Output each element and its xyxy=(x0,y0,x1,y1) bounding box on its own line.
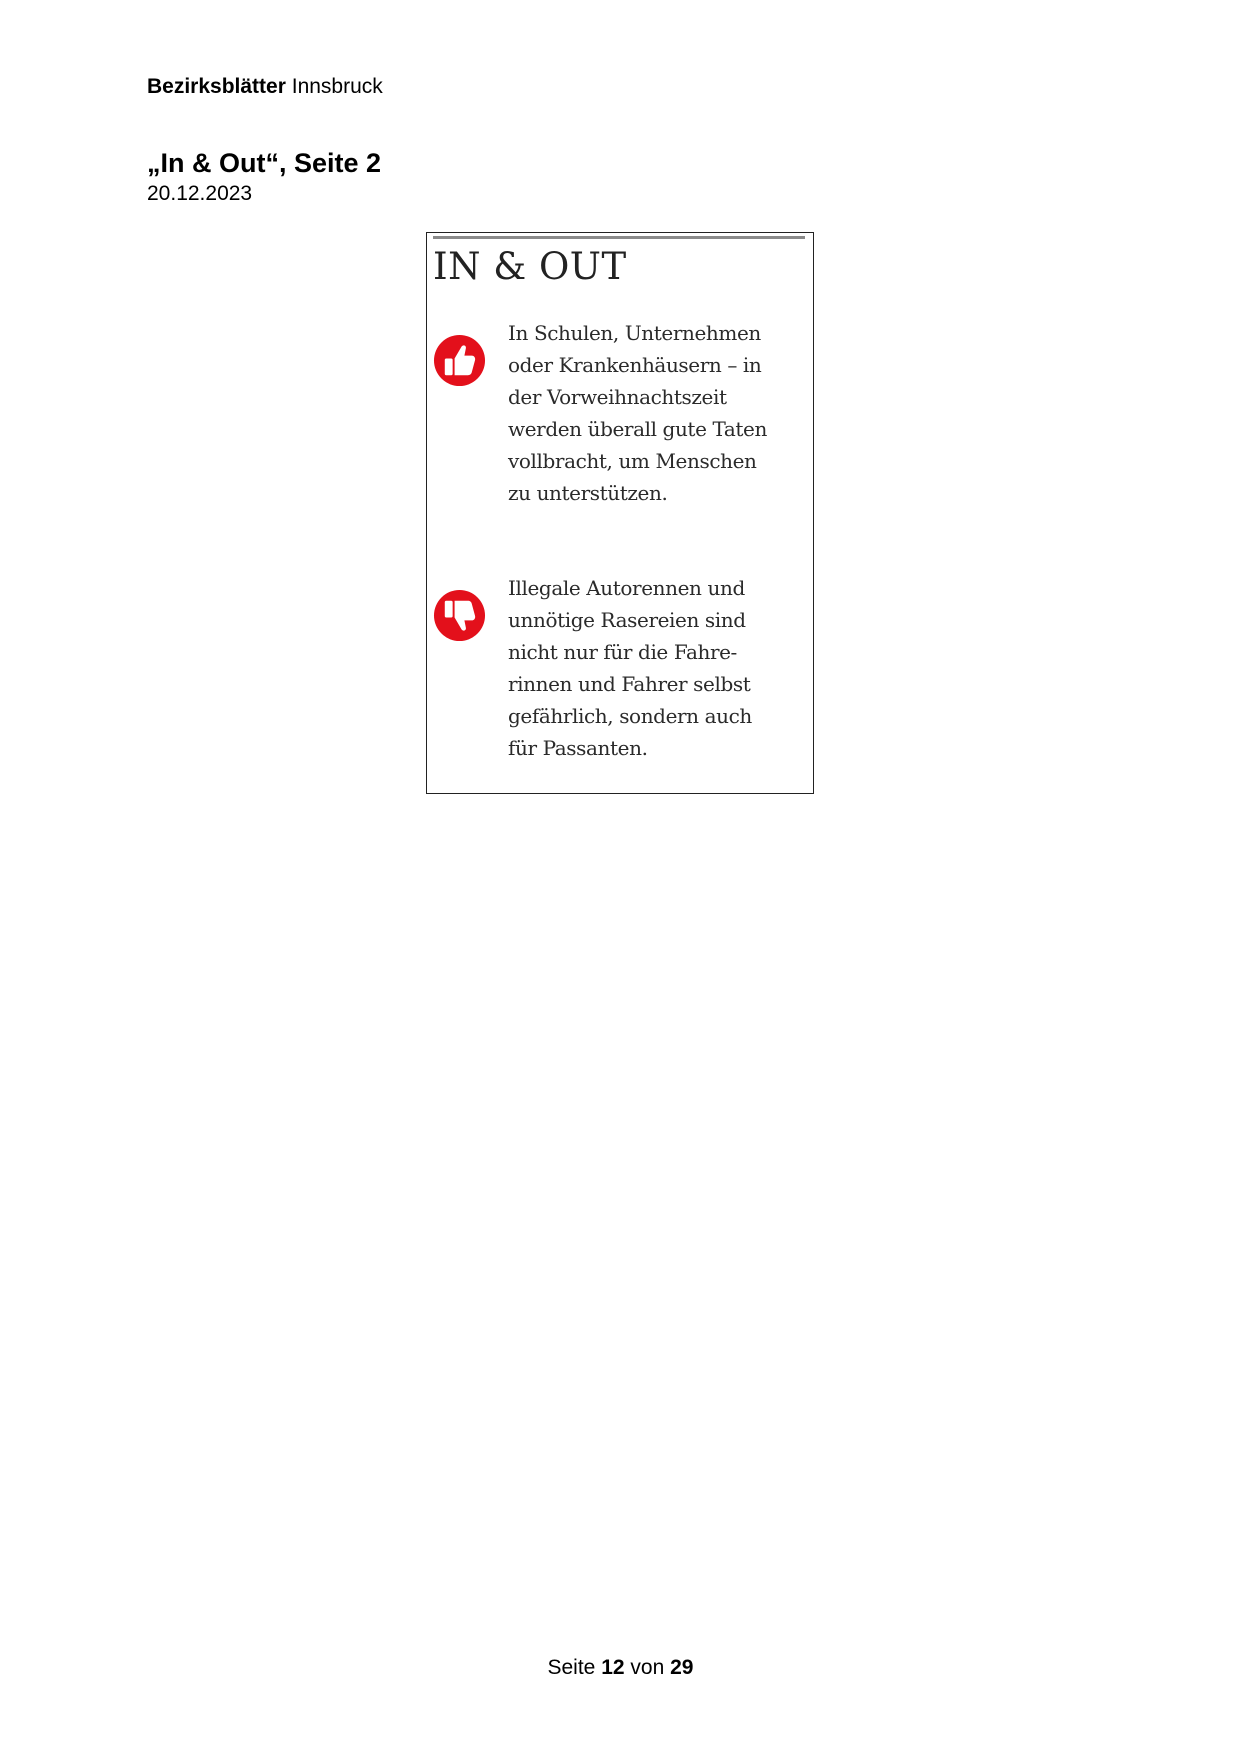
in-entry-line: werden überall gute Taten xyxy=(508,417,767,441)
page-label: Seite xyxy=(547,1656,596,1679)
thumbs-up-icon xyxy=(433,334,486,387)
article-title: „In & Out“, Seite 2 xyxy=(147,148,382,178)
publication-line xyxy=(147,74,383,100)
in-entry-line: vollbracht, um Menschen xyxy=(508,449,757,473)
clipping-top-rule xyxy=(433,236,805,239)
thumbs-down-icon xyxy=(433,589,486,642)
newspaper-clipping xyxy=(426,232,814,794)
page-number: 12 xyxy=(601,1656,625,1679)
in-entry-line: oder Krankenhäusern – in xyxy=(508,353,762,377)
page-footer xyxy=(0,1655,1241,1681)
out-entry-text xyxy=(508,572,808,764)
out-entry-line: gefährlich, sondern auch xyxy=(508,704,752,728)
out-entry-line: rinnen und Fahrer selbst xyxy=(508,672,751,696)
publication-name: Bezirksblätter xyxy=(147,75,286,98)
page-of-label: von xyxy=(630,1656,665,1679)
out-entry-line: unnötige Rasereien sind xyxy=(508,608,746,632)
publication-region: Innsbruck xyxy=(291,75,383,98)
page-total: 29 xyxy=(670,1656,694,1679)
in-entry-line: zu unterstützen. xyxy=(508,481,668,505)
out-entry-line: Illegale Autorennen und xyxy=(508,576,745,600)
clipping-heading: IN & OUT xyxy=(433,245,627,288)
article-date: 20.12.2023 xyxy=(147,182,253,205)
in-entry-text xyxy=(508,317,808,509)
in-entry-line: der Vorweihnachtszeit xyxy=(508,385,727,409)
out-entry-line: für Passanten. xyxy=(508,736,648,760)
in-entry-line: In Schulen, Unternehmen xyxy=(508,321,761,345)
out-entry-line: nicht nur für die Fahre- xyxy=(508,640,737,664)
